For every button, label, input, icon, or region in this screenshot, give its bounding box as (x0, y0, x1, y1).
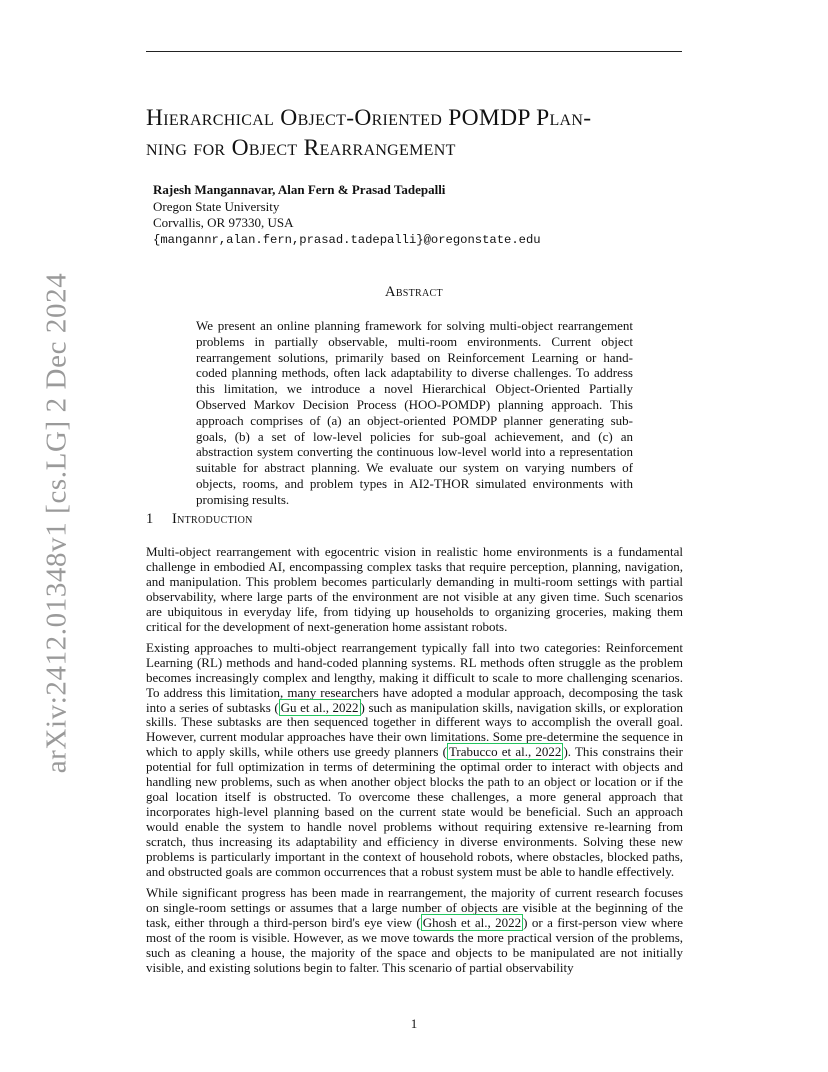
abstract-heading: Abstract (385, 284, 443, 300)
section-heading (146, 511, 253, 528)
arxiv-identifier: arXiv:2412.01348v1 [cs.LG] 2 Dec 2024 (40, 272, 73, 774)
paragraph-2-part-b: ) such as manipulation skills, navigation skills, or exploration skills. These subtasks are then sequenced together in different ways to accomplish the overall goal. However, current modular approaches have their own limitations. Some pre-determine the sequence in which to apply skills, while others use greedy planners ( (146, 699, 684, 760)
paragraph-1: Multi-object rearrangement with egocentric vision in realistic home environments is a fundamental challenge in embodied AI, encompassing complex tasks that require perception, planning, navigation, and manipulation. This problem becomes particularly demanding in multi-room settings with partial observability, where large parts of the environment are not visible at any given time. Such scenarios are ubiquitous in everyday life, from tidying up households to organizing groceries, making them critical for the development of next-generation home assistant robots. (146, 544, 683, 634)
paper-title (146, 103, 686, 163)
paragraph-2-part-a: Existing approaches to multi-object rearrangement typically fall into two categories: Reinforcement Learning (RL) methods and hand-coded planning systems. RL methods often struggle as the problem becomes increasingly complex and lengthy, making it difficult to scale to more challenging scenarios. To address this limitation, many researchers have adopted a modular approach, decomposing the task into a series of subtasks ( (146, 639, 683, 715)
paragraph-2-part-c: ). This constrains their potential for full optimization in terms of determining the optimal order to interact with objects and handling new problems, such as when another object blocks the path to an object or location or if the goal location itself is obstructed. To overcome these challenges, a more general approach that incorporates high-level planning based on the current state would be beneficial. Such an approach would enable the system to handle novel problems without requiring extensive re-learning from scratch, thus increasing its adaptability and efficiency in diverse environments. Solving these new problems is particularly important in the context of household robots, where obstacles, blocked paths, and obstructed goals are common occurrences that a robust system must be able to handle effectively. (146, 744, 684, 880)
paragraph-2 (146, 641, 683, 880)
paragraph-3 (146, 886, 683, 976)
address: Corvallis, OR 97330, USA (153, 215, 294, 230)
author-block (153, 182, 673, 248)
title-line-1: Hierarchical Object-Oriented POMDP Plan- (146, 105, 592, 131)
top-rule (146, 51, 682, 52)
body-text (146, 545, 683, 982)
section-title: Introduction (172, 511, 253, 527)
paragraph-3-part-a: While significant progress has been made in rearrangement, the majority of current research focuses on single-room settings or assumes that a large number of objects are visible at the beginning of the task, either through a third-person bird's eye view ( (146, 884, 683, 930)
abstract-text: We present an online planning framework for solving multi-object rearrangement problems in partially observable, multi-room environments. Current object rearrangement solutions, primarily based on Reinforcement Learning or hand-coded planning methods, often lack adaptability to diverse challenges. To address this limitation, we introduce a novel Hierarchical Object-Oriented Partially Observed Markov Decision Process (HOO-POMDP) planning approach. This approach comprises of (a) an object-oriented POMDP planner generating sub-goals, (b) a set of low-level policies for sub-goal achievement, and (c) an abstraction system converting the continuous low-level world into a representation suitable for abstract planning. We evaluate our system on varying numbers of objects, rooms, and problem types in AI2-THOR simulated environments with promising results. (196, 318, 633, 507)
citation-link-trabucco-2022[interactable]: Trabucco et al., 2022 (448, 744, 562, 760)
title-line-2: ning for Object Rearrangement (146, 135, 456, 161)
paragraph-3-part-b: ) or a first-person view where most of the room is visible. However, as we move towards the more practical version of the problems, such as cleaning a house, the majority of the space and objects to be manipulated are not initially visible, and existing solutions begin to falter. This scenario of partial observability (146, 914, 683, 975)
citation-link-ghosh-2022[interactable]: Ghosh et al., 2022 (422, 914, 522, 930)
citation-link-gu-2022[interactable]: Gu et al., 2022 (280, 699, 359, 715)
affiliation: Oregon State University (153, 198, 280, 214)
section-number: 1 (146, 511, 154, 527)
author-names: Rajesh Mangannavar, Alan Fern & Prasad Tadepalli (153, 182, 446, 197)
page-number: 1 (410, 1016, 418, 1031)
author-email: {mangannr,alan.fern,prasad.tadepalli}@oregonstate.edu (153, 232, 541, 247)
